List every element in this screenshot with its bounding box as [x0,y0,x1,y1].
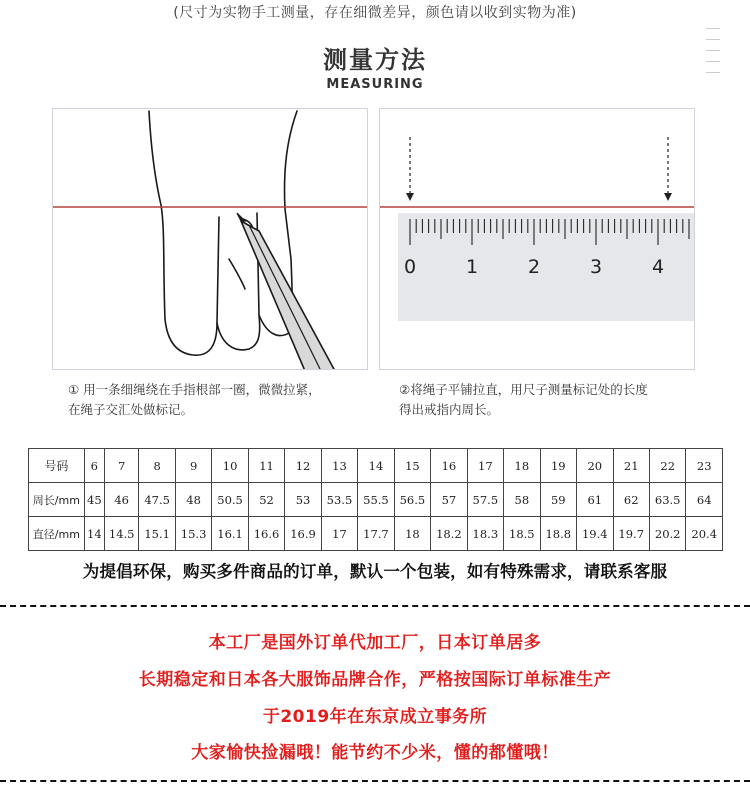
ruler-illustration [380,109,695,370]
table-cell: 62 [613,483,649,517]
table-cell: 58 [504,483,540,517]
table-cell: 53.5 [321,483,357,517]
table-cell: 17 [467,449,503,483]
table-cell: 23 [686,449,723,483]
ruler-label-0: 0 [403,256,417,278]
table-cell: 63.5 [649,483,685,517]
table-cell: 53 [285,483,321,517]
table-cell: 46 [104,483,138,517]
table-cell: 6 [84,449,104,483]
row-header: 周长/mm [29,483,85,517]
table-cell: 55.5 [358,483,394,517]
table-cell: 10 [212,449,248,483]
table-cell: 14 [358,449,394,483]
table-cell: 22 [649,449,685,483]
table-cell: 19.4 [577,517,613,551]
caption-step-2-line-1: ②将绳子平铺拉直，用尺子测量标记处的长度 [399,382,648,397]
table-cell: 18.8 [540,517,576,551]
table-cell: 12 [285,449,321,483]
ruler-label-4: 4 [651,256,665,278]
table-cell: 19 [540,449,576,483]
table-cell: 61 [577,483,613,517]
caption-step-1-line-1: ① 用一条细绳绕在手指根部一圈，微微拉紧， [68,382,321,397]
table-cell: 21 [613,449,649,483]
hand-illustration-panel [52,108,368,370]
table-cell: 56.5 [394,483,430,517]
table-cell: 20.4 [686,517,723,551]
table-cell: 18.3 [467,517,503,551]
caption-step-2-line-2: 得出戒指内周长。 [399,402,500,417]
factory-line-4: 大家愉快捡漏哦！能节约不少米，懂的都懂哦！ [191,743,559,763]
factory-line-3: 于2019年在东京成立事务所 [262,707,488,727]
table-cell: 15 [394,449,430,483]
table-cell: 48 [175,483,211,517]
table-cell: 50.5 [212,483,248,517]
heading-title-cn: 测量方法 [323,46,427,74]
top-note: (尺寸为实物手工测量，存在细微差异，颜色请以收到实物为准) [173,5,577,21]
heading-title-en: MEASURING [326,77,424,92]
row-header: 直径/mm [29,517,85,551]
table-cell: 47.5 [139,483,175,517]
table-cell: 19.7 [613,517,649,551]
table-cell: 16 [431,449,467,483]
packaging-notice: 为提倡环保，购买多件商品的订单，默认一个包装，如有特殊需求，请联系客服 [82,562,668,581]
ruler-label-2: 2 [527,256,541,278]
table-cell: 13 [321,449,357,483]
table-cell: 8 [139,449,175,483]
table-cell: 16.6 [248,517,284,551]
table-cell: 45 [84,483,104,517]
measuring-heading [0,40,750,92]
mark-arrows [410,137,668,193]
hand-illustration [53,109,368,370]
table-cell: 18.5 [504,517,540,551]
table-cell: 17.7 [358,517,394,551]
ruler-illustration-panel [379,108,695,370]
table-cell: 7 [104,449,138,483]
caption-step-1 [68,380,368,420]
table-cell: 14.5 [104,517,138,551]
factory-line-2: 长期稳定和日本各大服饰品牌合作，严格按国际订单标准生产 [138,670,612,690]
caption-step-2 [399,380,699,420]
table-cell: 14 [84,517,104,551]
table-row [29,483,723,517]
table-cell: 64 [686,483,723,517]
row-header: 号码 [29,449,85,483]
table-cell: 9 [175,449,211,483]
table-cell: 16.9 [285,517,321,551]
table-cell: 18 [394,517,430,551]
pen-icon [237,213,335,370]
dashed-divider-bottom [0,780,750,782]
size-table [28,448,723,551]
table-cell: 16.1 [212,517,248,551]
table-row [29,449,723,483]
table-cell: 18 [504,449,540,483]
caption-step-1-line-2: 在绳子交汇处做标记。 [68,402,194,417]
table-cell: 59 [540,483,576,517]
ruler-label-3: 3 [589,256,603,278]
table-row [29,517,723,551]
table-cell: 15.3 [175,517,211,551]
table-cell: 57 [431,483,467,517]
dashed-divider-top [0,605,750,607]
table-cell: 57.5 [467,483,503,517]
table-cell: 18.2 [431,517,467,551]
ruler-label-1: 1 [465,256,479,278]
table-cell: 11 [248,449,284,483]
table-cell: 15.1 [139,517,175,551]
table-cell: 20 [577,449,613,483]
table-cell: 17 [321,517,357,551]
factory-line-1: 本工厂是国外订单代加工厂，日本订单居多 [208,633,542,653]
table-cell: 20.2 [649,517,685,551]
table-cell: 52 [248,483,284,517]
